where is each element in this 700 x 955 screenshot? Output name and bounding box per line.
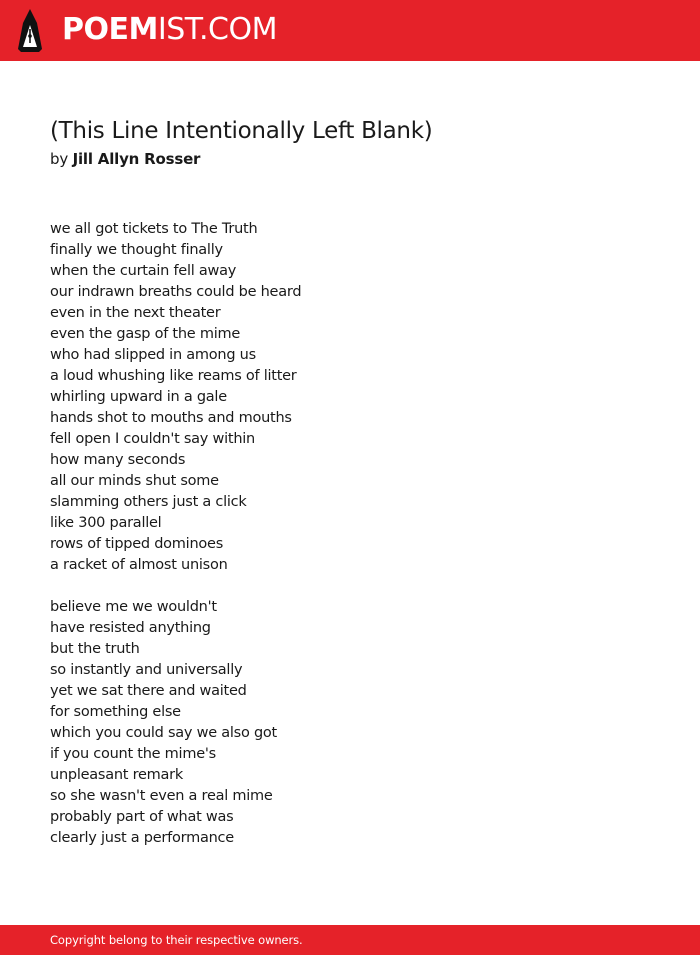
poem-line: finally we thought finally: [50, 242, 223, 258]
poem-line: who had slipped in among us: [50, 347, 256, 363]
poem-stanza: [50, 219, 650, 576]
byline: [50, 149, 200, 169]
poem-line: whirling upward in a gale: [50, 389, 227, 405]
brand-bold-text: POEM: [62, 12, 158, 47]
site-logo-text[interactable]: [62, 12, 277, 48]
poem-line: yet we sat there and waited: [50, 683, 247, 699]
poem-line: a loud whushing like reams of litter: [50, 368, 297, 384]
poem-line: probably part of what was: [50, 809, 234, 825]
poem-line: we all got tickets to The Truth: [50, 221, 258, 237]
poem-line: for something else: [50, 704, 181, 720]
pen-nib-icon[interactable]: [17, 9, 43, 52]
poem-line: fell open I couldn't say within: [50, 431, 255, 447]
poem-line: all our minds shut some: [50, 473, 219, 489]
poem-line: have resisted anything: [50, 620, 211, 636]
poem-line: a racket of almost unison: [50, 557, 228, 573]
site-header: [0, 0, 700, 61]
poem-stanza: [50, 597, 650, 849]
poem-body: [50, 219, 650, 870]
poem-line: slamming others just a click: [50, 494, 247, 510]
poem-line: unpleasant remark: [50, 767, 184, 783]
poem-line: which you could say we also got: [50, 725, 277, 741]
poem-line: clearly just a performance: [50, 830, 234, 846]
poem-line: so she wasn't even a real mime: [50, 788, 273, 804]
site-footer: [0, 925, 700, 955]
poem-line: our indrawn breaths could be heard: [50, 284, 302, 300]
poem-line: hands shot to mouths and mouths: [50, 410, 292, 426]
poem-line: believe me we wouldn't: [50, 599, 217, 615]
poem-line: but the truth: [50, 641, 140, 657]
byline-prefix: by: [50, 150, 68, 168]
poem-line: like 300 parallel: [50, 515, 162, 531]
poem-line: even in the next theater: [50, 305, 221, 321]
poem-line: even the gasp of the mime: [50, 326, 241, 342]
copyright-text: Copyright belong to their respective owners.: [50, 933, 303, 947]
author-name: Jill Allyn Rosser: [72, 150, 201, 168]
poem-line: so instantly and universally: [50, 662, 243, 678]
poem-line: rows of tipped dominoes: [50, 536, 223, 552]
poem-title: (This Line Intentionally Left Blank): [50, 118, 433, 144]
poem-line: how many seconds: [50, 452, 186, 468]
poem-line: if you count the mime's: [50, 746, 216, 762]
poem-line: when the curtain fell away: [50, 263, 237, 279]
brand-light-text: IST.COM: [157, 12, 277, 47]
